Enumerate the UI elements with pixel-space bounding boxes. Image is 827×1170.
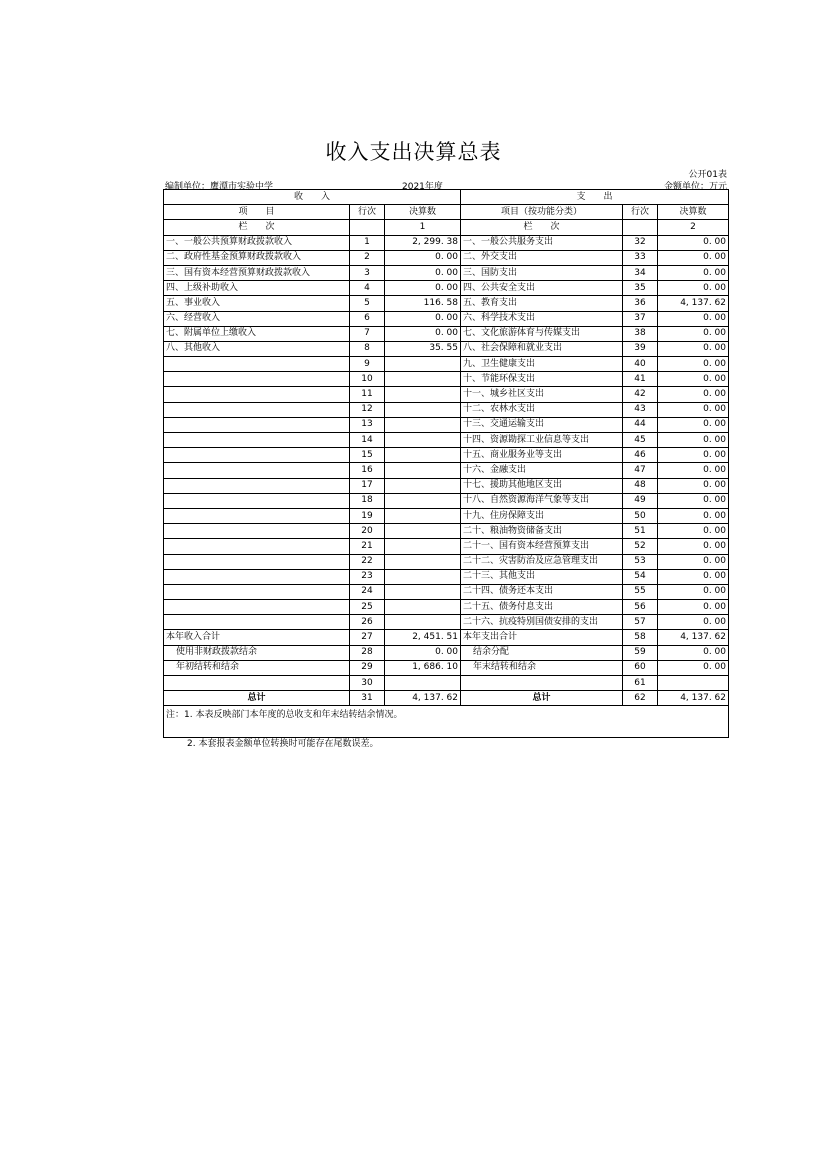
income-item: 八、其他收入 (164, 341, 350, 356)
page-title: 收入支出决算总表 (325, 140, 502, 164)
expense-item: 三、国防支出 (461, 265, 623, 280)
expense-amount: 0. 00 (658, 311, 729, 326)
income-row-no: 1 (350, 235, 385, 250)
expense-row-no: 37 (623, 311, 658, 326)
summary-row (164, 645, 729, 660)
table-row (164, 524, 729, 539)
income-item: 本年收入合计 (164, 630, 350, 645)
table-row (164, 250, 729, 265)
table-row (164, 569, 729, 584)
expense-amount: 0. 00 (658, 235, 729, 250)
income-item: 二、政府性基金预算财政拨款收入 (164, 250, 350, 265)
empty-cell (350, 220, 385, 235)
income-item (164, 524, 350, 539)
table-row (164, 341, 729, 356)
expense-row-no: 39 (623, 341, 658, 356)
summary-row (164, 630, 729, 645)
income-amount (385, 676, 461, 691)
table-row (164, 311, 729, 326)
expense-item (461, 676, 623, 691)
expense-item: 十一、城乡社区支出 (461, 387, 623, 402)
col-index-label: 栏 次 (164, 220, 350, 235)
expense-amount: 0. 00 (658, 584, 729, 599)
income-amount (385, 417, 461, 432)
income-item (164, 402, 350, 417)
expense-amount: 0. 00 (658, 554, 729, 569)
table-row (164, 448, 729, 463)
income-item: 年初结转和结余 (164, 660, 350, 675)
income-amount (385, 448, 461, 463)
expense-row-no: 61 (623, 676, 658, 691)
expense-row-no: 47 (623, 463, 658, 478)
col-row-no-2: 行次 (623, 205, 658, 220)
expense-row-no: 42 (623, 387, 658, 402)
income-row-no: 8 (350, 341, 385, 356)
expense-row-no: 51 (623, 524, 658, 539)
income-amount: 35. 55 (385, 341, 461, 356)
table-row (164, 402, 729, 417)
expense-amount: 0. 00 (658, 433, 729, 448)
expense-amount: 0. 00 (658, 615, 729, 630)
expense-amount: 0. 00 (658, 539, 729, 554)
income-item (164, 493, 350, 508)
expense-amount: 0. 00 (658, 402, 729, 417)
expense-item: 十二、农林水支出 (461, 402, 623, 417)
income-amount (385, 508, 461, 523)
expense-item: 十三、交通运输支出 (461, 417, 623, 432)
amount-unit: 金额单位：万元 (663, 182, 727, 192)
expense-amount: 0. 00 (658, 281, 729, 296)
expense-header: 支 出 (461, 190, 729, 205)
income-row-no: 12 (350, 402, 385, 417)
income-item: 总计 (164, 691, 350, 706)
table-row (164, 463, 729, 478)
table-row (164, 265, 729, 280)
col-amount-2: 决算数 (658, 205, 729, 220)
income-amount (385, 524, 461, 539)
income-row-no: 7 (350, 326, 385, 341)
expense-amount (658, 676, 729, 691)
income-amount (385, 402, 461, 417)
expense-row-no: 53 (623, 554, 658, 569)
expense-item: 五、教育支出 (461, 296, 623, 311)
income-row-no: 19 (350, 508, 385, 523)
income-row-no: 20 (350, 524, 385, 539)
table-row (164, 417, 729, 432)
income-row-no: 29 (350, 660, 385, 675)
expense-row-no: 34 (623, 265, 658, 280)
table-row (164, 478, 729, 493)
expense-item: 十八、自然资源海洋气象等支出 (461, 493, 623, 508)
expense-row-no: 43 (623, 402, 658, 417)
col-index-1: 1 (385, 220, 461, 235)
income-row-no: 10 (350, 372, 385, 387)
income-row-no: 14 (350, 433, 385, 448)
expense-item: 年末结转和结余 (461, 660, 623, 675)
expense-row-no: 40 (623, 357, 658, 372)
income-item: 一、一般公共预算财政拨款收入 (164, 235, 350, 250)
table-row (164, 433, 729, 448)
income-item (164, 448, 350, 463)
income-item (164, 539, 350, 554)
income-item: 使用非财政拨款结余 (164, 645, 350, 660)
table-row (164, 281, 729, 296)
expense-amount: 0. 00 (658, 493, 729, 508)
col-index-label-2: 栏 次 (461, 220, 623, 235)
income-row-no: 28 (350, 645, 385, 660)
expense-row-no: 58 (623, 630, 658, 645)
note-2: 2. 本套报表金额单位转换时可能存在尾数误差。 (187, 739, 379, 749)
income-item (164, 417, 350, 432)
table-row (164, 508, 729, 523)
expense-item: 四、公共安全支出 (461, 281, 623, 296)
expense-amount: 0. 00 (658, 463, 729, 478)
income-row-no: 6 (350, 311, 385, 326)
expense-row-no: 33 (623, 250, 658, 265)
expense-amount: 4, 137. 62 (658, 691, 729, 706)
income-row-no: 4 (350, 281, 385, 296)
income-amount (385, 357, 461, 372)
col-amount: 决算数 (385, 205, 461, 220)
income-row-no: 23 (350, 569, 385, 584)
expense-amount: 0. 00 (658, 478, 729, 493)
income-amount: 0. 00 (385, 265, 461, 280)
income-row-no: 2 (350, 250, 385, 265)
income-amount: 116. 58 (385, 296, 461, 311)
income-amount (385, 584, 461, 599)
table-row (164, 357, 729, 372)
expense-row-no: 62 (623, 691, 658, 706)
expense-amount: 0. 00 (658, 341, 729, 356)
income-item (164, 433, 350, 448)
income-amount: 4, 137. 62 (385, 691, 461, 706)
income-amount: 1, 686. 10 (385, 660, 461, 675)
expense-item: 十七、援助其他地区支出 (461, 478, 623, 493)
income-amount (385, 372, 461, 387)
header-row-columns (164, 205, 729, 220)
expense-amount: 0. 00 (658, 417, 729, 432)
col-item-func: 项目（按功能分类） (461, 205, 623, 220)
income-row-no: 30 (350, 676, 385, 691)
table-row (164, 554, 729, 569)
expense-amount: 0. 00 (658, 645, 729, 660)
col-item: 项 目 (164, 205, 350, 220)
expense-amount: 4, 137. 62 (658, 630, 729, 645)
income-amount (385, 433, 461, 448)
income-item (164, 372, 350, 387)
unit-label: 编制单位：鹰潭市实验中学 (165, 182, 274, 192)
income-item (164, 600, 350, 615)
col-row-no: 行次 (350, 205, 385, 220)
income-amount: 0. 00 (385, 311, 461, 326)
expense-item: 一、一般公共服务支出 (461, 235, 623, 250)
income-item: 七、附属单位上缴收入 (164, 326, 350, 341)
income-item (164, 569, 350, 584)
income-row-no: 5 (350, 296, 385, 311)
expense-row-no: 57 (623, 615, 658, 630)
income-item (164, 584, 350, 599)
table-row (164, 600, 729, 615)
income-row-no: 24 (350, 584, 385, 599)
expense-row-no: 56 (623, 600, 658, 615)
income-row-no: 31 (350, 691, 385, 706)
income-item (164, 676, 350, 691)
expense-row-no: 60 (623, 660, 658, 675)
expense-item: 九、卫生健康支出 (461, 357, 623, 372)
income-row-no: 13 (350, 417, 385, 432)
table-row (164, 584, 729, 599)
expense-item: 二十四、债务还本支出 (461, 584, 623, 599)
expense-amount: 0. 00 (658, 508, 729, 523)
expense-row-no: 55 (623, 584, 658, 599)
summary-row (164, 660, 729, 675)
table-row (164, 372, 729, 387)
expense-amount: 0. 00 (658, 357, 729, 372)
income-amount: 0. 00 (385, 250, 461, 265)
expense-amount: 0. 00 (658, 387, 729, 402)
income-amount: 2, 451. 51 (385, 630, 461, 645)
income-amount (385, 387, 461, 402)
income-amount: 2, 299. 38 (385, 235, 461, 250)
expense-amount: 0. 00 (658, 660, 729, 675)
col-index-2: 2 (658, 220, 729, 235)
income-item: 五、事业收入 (164, 296, 350, 311)
expense-amount: 0. 00 (658, 569, 729, 584)
empty-cell (623, 220, 658, 235)
income-row-no: 26 (350, 615, 385, 630)
table-row (164, 387, 729, 402)
report-year: 2021年度 (402, 182, 443, 192)
income-row-no: 22 (350, 554, 385, 569)
income-amount (385, 493, 461, 508)
income-item: 三、国有资本经营预算财政拨款收入 (164, 265, 350, 280)
income-row-no: 15 (350, 448, 385, 463)
expense-item: 八、社会保障和就业支出 (461, 341, 623, 356)
header-row-index (164, 220, 729, 235)
expense-item: 二十一、国有资本经营预算支出 (461, 539, 623, 554)
income-row-no: 27 (350, 630, 385, 645)
expense-row-no: 50 (623, 508, 658, 523)
income-item: 六、经营收入 (164, 311, 350, 326)
expense-item: 本年支出合计 (461, 630, 623, 645)
income-item (164, 357, 350, 372)
expense-row-no: 38 (623, 326, 658, 341)
table-row (164, 539, 729, 554)
expense-item: 六、科学技术支出 (461, 311, 623, 326)
income-item (164, 615, 350, 630)
expense-item: 二十二、灾害防治及应急管理支出 (461, 554, 623, 569)
income-amount (385, 478, 461, 493)
income-amount: 0. 00 (385, 281, 461, 296)
expense-item: 二十三、其他支出 (461, 569, 623, 584)
summary-row (164, 676, 729, 691)
income-amount: 0. 00 (385, 645, 461, 660)
income-amount (385, 615, 461, 630)
expense-item: 十九、住房保障支出 (461, 508, 623, 523)
income-item (164, 478, 350, 493)
summary-table (163, 189, 729, 738)
expense-row-no: 52 (623, 539, 658, 554)
income-row-no: 11 (350, 387, 385, 402)
expense-amount: 0. 00 (658, 600, 729, 615)
income-row-no: 25 (350, 600, 385, 615)
expense-row-no: 46 (623, 448, 658, 463)
expense-item: 七、文化旅游体育与传媒支出 (461, 326, 623, 341)
expense-amount: 0. 00 (658, 448, 729, 463)
expense-item: 十五、商业服务业等支出 (461, 448, 623, 463)
income-item: 四、上级补助收入 (164, 281, 350, 296)
income-item (164, 387, 350, 402)
income-row-no: 16 (350, 463, 385, 478)
income-row-no: 17 (350, 478, 385, 493)
note-1: 注：1. 本表反映部门本年度的总收支和年末结转结余情况。 (164, 706, 729, 738)
table-row (164, 235, 729, 250)
expense-item: 十、节能环保支出 (461, 372, 623, 387)
income-amount: 0. 00 (385, 326, 461, 341)
income-amount (385, 554, 461, 569)
expense-amount: 0. 00 (658, 524, 729, 539)
expense-amount: 0. 00 (658, 265, 729, 280)
expense-row-no: 41 (623, 372, 658, 387)
expense-amount: 0. 00 (658, 372, 729, 387)
expense-row-no: 36 (623, 296, 658, 311)
income-amount (385, 600, 461, 615)
income-row-no: 3 (350, 265, 385, 280)
expense-row-no: 35 (623, 281, 658, 296)
income-item (164, 508, 350, 523)
table-row (164, 296, 729, 311)
form-code: 公开01表 (688, 170, 727, 180)
income-amount (385, 569, 461, 584)
income-row-no: 21 (350, 539, 385, 554)
expense-row-no: 44 (623, 417, 658, 432)
income-header: 收 入 (164, 190, 461, 205)
income-row-no: 18 (350, 493, 385, 508)
expense-amount: 0. 00 (658, 326, 729, 341)
expense-item: 二、外交支出 (461, 250, 623, 265)
expense-item: 二十五、债务付息支出 (461, 600, 623, 615)
income-item (164, 554, 350, 569)
expense-item: 总计 (461, 691, 623, 706)
expense-row-no: 54 (623, 569, 658, 584)
expense-row-no: 32 (623, 235, 658, 250)
expense-item: 十四、资源勘探工业信息等支出 (461, 433, 623, 448)
table-row (164, 326, 729, 341)
expense-row-no: 48 (623, 478, 658, 493)
expense-item: 二十六、抗疫特别国债安排的支出 (461, 615, 623, 630)
income-amount (385, 463, 461, 478)
income-item (164, 463, 350, 478)
header-row-sections (164, 190, 729, 205)
income-amount (385, 539, 461, 554)
table-row (164, 615, 729, 630)
expense-item: 二十、粮油物资储备支出 (461, 524, 623, 539)
expense-item: 十六、金融支出 (461, 463, 623, 478)
expense-row-no: 45 (623, 433, 658, 448)
expense-row-no: 49 (623, 493, 658, 508)
income-row-no: 9 (350, 357, 385, 372)
table-row (164, 493, 729, 508)
expense-row-no: 59 (623, 645, 658, 660)
expense-item: 结余分配 (461, 645, 623, 660)
note-row (164, 706, 729, 738)
expense-amount: 4, 137. 62 (658, 296, 729, 311)
total-row (164, 691, 729, 706)
expense-amount: 0. 00 (658, 250, 729, 265)
